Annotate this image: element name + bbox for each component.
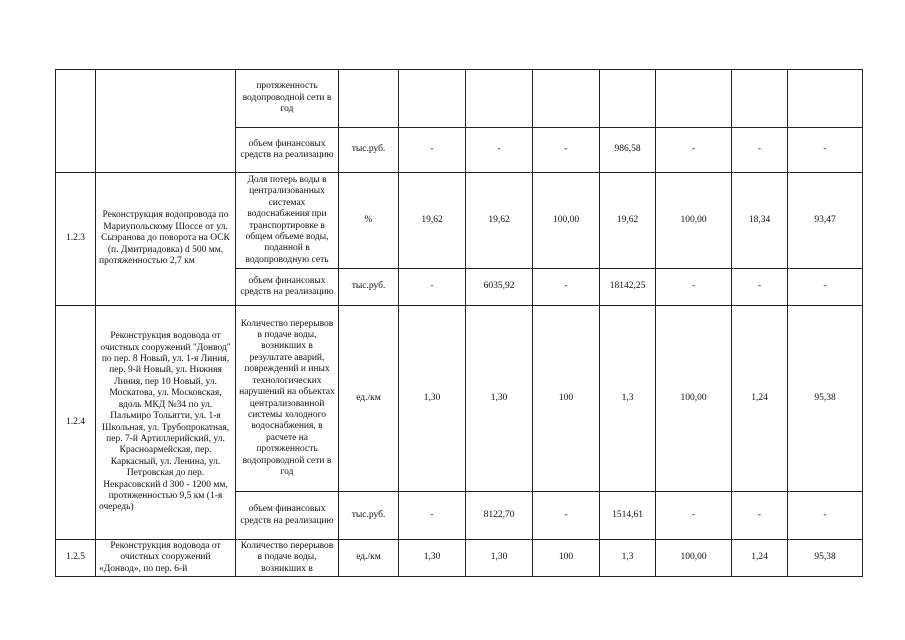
value-cell: - xyxy=(656,128,732,173)
value-cell: 100 xyxy=(533,306,600,492)
value-cell: 100,00 xyxy=(656,173,732,269)
value-cell: 1,24 xyxy=(732,540,788,577)
indicator-name: Количество перерывов в подаче воды, возникших в результате аварий, повреждений и иных технологических нарушений на объектах централизованной системы холодного водоснабжения, в расчете на протяженность водопроводной сети в год xyxy=(236,306,339,492)
value-cell: 8122,70 xyxy=(466,492,533,540)
value-cell: 100,00 xyxy=(656,306,732,492)
value-cell xyxy=(732,70,788,128)
value-cell: 1,30 xyxy=(466,540,533,577)
value-cell: 1,30 xyxy=(399,306,466,492)
value-cell: 19,62 xyxy=(466,173,533,269)
value-cell: - xyxy=(399,492,466,540)
value-cell: 18142,25 xyxy=(600,269,656,306)
value-cell: 19,62 xyxy=(600,173,656,269)
indicator-name: объем финансовых средств на реализацию xyxy=(236,492,339,540)
value-cell: - xyxy=(399,128,466,173)
value-cell: 18,34 xyxy=(732,173,788,269)
value-cell xyxy=(600,70,656,128)
project-description: Реконструкция водопровода по Мариупольскому Шоссе от ул. Сызранова до поворота на ОСК (п. Дмитриадовка) d 500 мм, протяженностью 2,7 км xyxy=(96,173,236,306)
value-cell: 1,24 xyxy=(732,306,788,492)
row-number: 1.2.5 xyxy=(56,540,96,577)
value-cell: 95,38 xyxy=(788,540,863,577)
value-cell: 93,47 xyxy=(788,173,863,269)
value-cell: 1,3 xyxy=(600,306,656,492)
value-cell: - xyxy=(788,492,863,540)
row-number: 1.2.3 xyxy=(56,173,96,306)
unit-cell: тыс.руб. xyxy=(339,128,399,173)
value-cell: - xyxy=(732,128,788,173)
value-cell: 1514,61 xyxy=(600,492,656,540)
table-row xyxy=(56,540,863,577)
value-cell: - xyxy=(533,269,600,306)
value-cell: - xyxy=(788,269,863,306)
project-description: Реконструкция водовода от очистных сооружений «Донвод», по пер. 6-й xyxy=(96,540,236,577)
project-description xyxy=(96,70,236,173)
value-cell: - xyxy=(533,128,600,173)
value-cell xyxy=(399,70,466,128)
value-cell: - xyxy=(656,492,732,540)
value-cell: 95,38 xyxy=(788,306,863,492)
value-cell: 1,30 xyxy=(399,540,466,577)
value-cell xyxy=(466,70,533,128)
data-table xyxy=(55,69,863,577)
table-row xyxy=(56,306,863,492)
value-cell: - xyxy=(656,269,732,306)
row-number: 1.2.4 xyxy=(56,306,96,540)
unit-cell: ед./км xyxy=(339,540,399,577)
indicator-name: объем финансовых средств на реализацию xyxy=(236,269,339,306)
indicator-name: Доля потерь воды в централизованных системах водоснабжения при транспортировке в общем объеме воды, поданной в водопроводную сеть xyxy=(236,173,339,269)
indicator-name: протяженность водопроводной сети в год xyxy=(236,70,339,128)
value-cell: 6035,92 xyxy=(466,269,533,306)
row-number xyxy=(56,70,96,173)
indicator-name: объем финансовых средств на реализацию xyxy=(236,128,339,173)
value-cell: 100,00 xyxy=(656,540,732,577)
unit-cell xyxy=(339,70,399,128)
table-row xyxy=(56,173,863,269)
value-cell: 100,00 xyxy=(533,173,600,269)
indicator-name: Количество перерывов в подаче воды, возникших в xyxy=(236,540,339,577)
value-cell: - xyxy=(466,128,533,173)
value-cell xyxy=(656,70,732,128)
unit-cell: ед./км xyxy=(339,306,399,492)
value-cell: - xyxy=(788,128,863,173)
value-cell xyxy=(533,70,600,128)
unit-cell: тыс.руб. xyxy=(339,269,399,306)
unit-cell: % xyxy=(339,173,399,269)
value-cell: 100 xyxy=(533,540,600,577)
value-cell: 19,62 xyxy=(399,173,466,269)
value-cell: 986,58 xyxy=(600,128,656,173)
value-cell: - xyxy=(399,269,466,306)
value-cell xyxy=(788,70,863,128)
value-cell: - xyxy=(533,492,600,540)
unit-cell: тыс.руб. xyxy=(339,492,399,540)
value-cell: - xyxy=(732,492,788,540)
value-cell: 1,3 xyxy=(600,540,656,577)
project-description: Реконструкция водовода от очистных сооружений "Донвод" по пер. 8 Новый, ул. 1-я Линия, пер. 9-й Новый, ул. Нижняя Линия, пер 10 Новый, ул. Москатова, ул. Московская, вдоль МКД №34 по ул. Пальмиро Тольятти, ул. 1-я Школьная, ул. Трубопрокатная, пер. 7-й Артиллерийский, ул. Красноармейская, пер. Каркасный, ул. Ленина, ул. Петровская до пер. Некрасовский d 300 - 1200 мм, протяженностью 9,5 км (1-я очередь) xyxy=(96,306,236,540)
table-row xyxy=(56,70,863,128)
value-cell: - xyxy=(732,269,788,306)
value-cell: 1,30 xyxy=(466,306,533,492)
